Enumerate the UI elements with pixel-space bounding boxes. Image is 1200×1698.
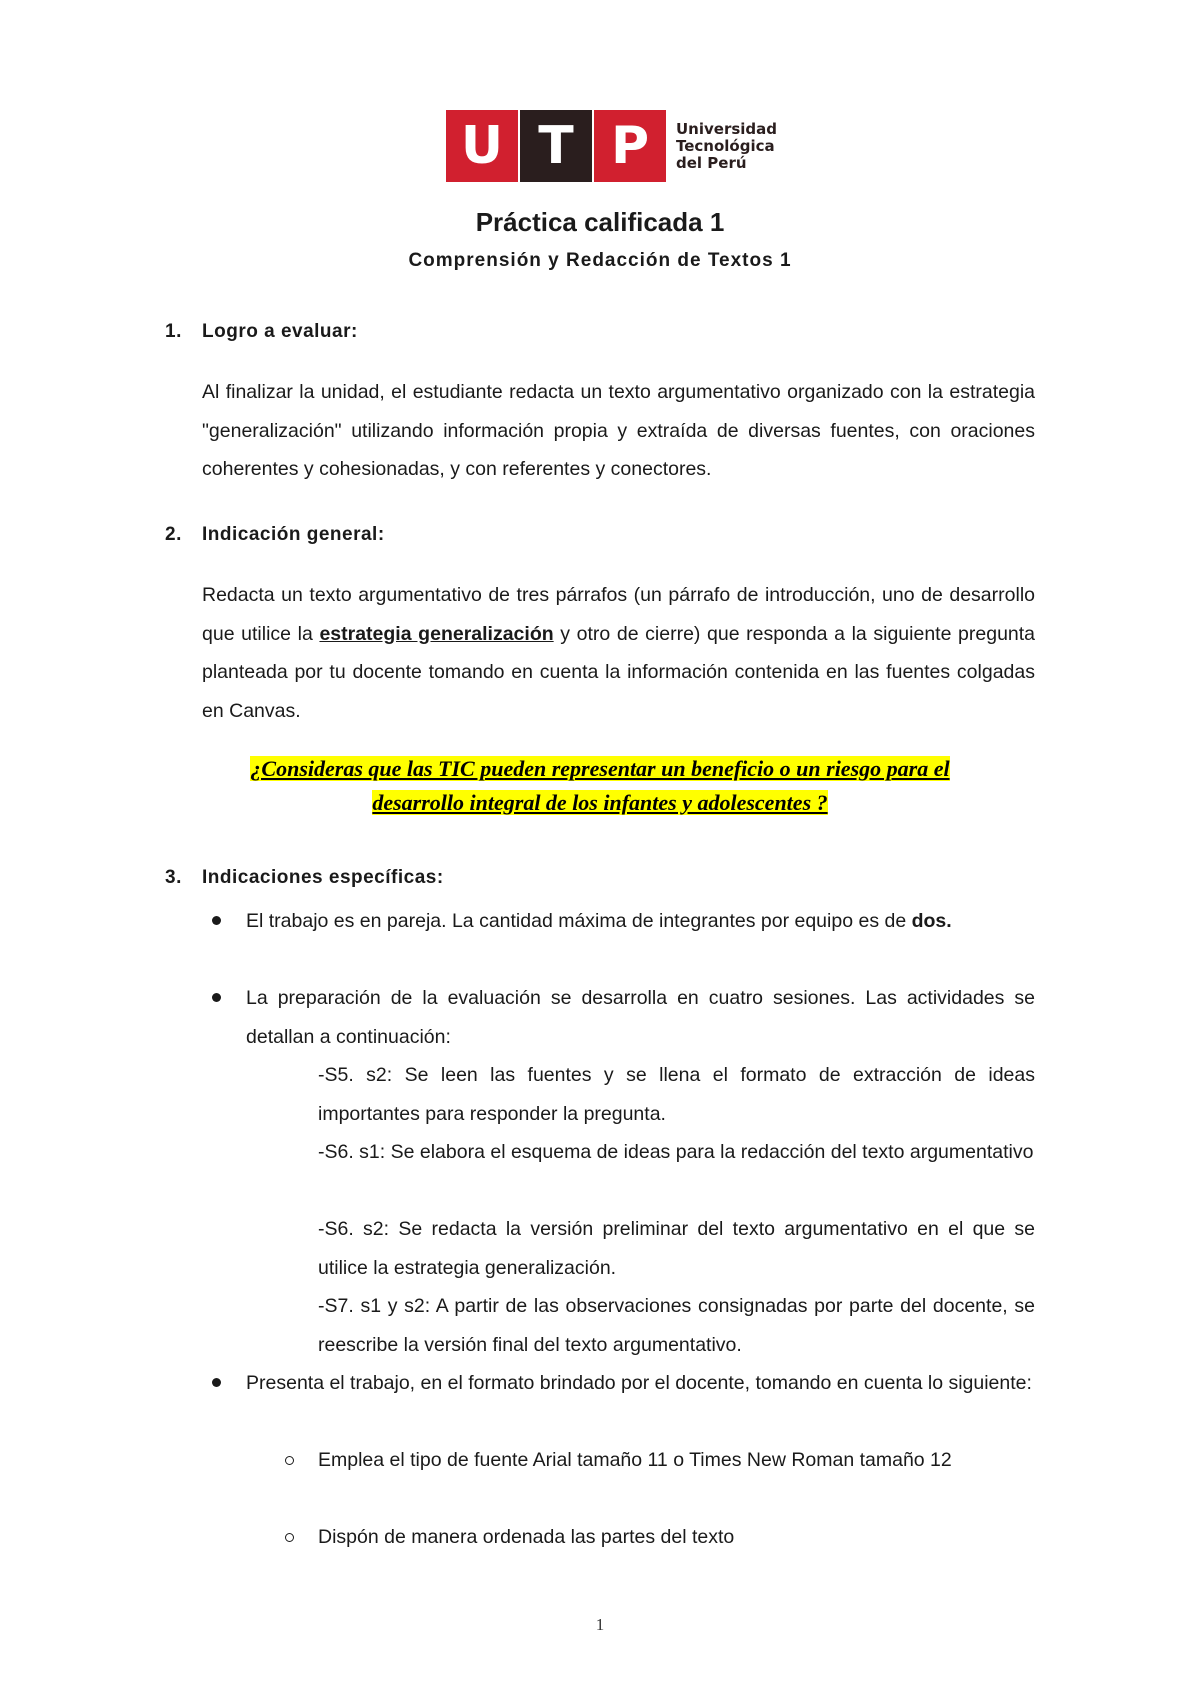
list-item: La preparación de la evaluación se desarrolla en cuatro sesiones. Las actividades se detallan a continuación: bbox=[246, 987, 1035, 1048]
question-line: desarrollo integral de los infantes y adolescentes ? bbox=[372, 790, 828, 815]
format-item: Dispón de manera ordenada las partes del texto bbox=[318, 1526, 735, 1548]
question-line: ¿Consideras que las TIC pueden representar un beneficio o un riesgo para el bbox=[250, 756, 950, 781]
session-item: -S6. s2: Se redacta la versión preliminar del texto argumentativo en el que se utilice la estrategia generalización. bbox=[318, 1218, 1035, 1279]
session-item: -S5. s2: Se leen las fuentes y se llena el formato de extracción de ideas importantes para responder la pregunta. bbox=[318, 1064, 1035, 1125]
logo-letter-p: P bbox=[594, 110, 666, 182]
page-title: Práctica calificada 1 bbox=[475, 207, 725, 237]
strategy-emphasis: estrategia generalización bbox=[319, 622, 554, 645]
list-item: Presenta el trabajo, en el formato brindado por el docente, tomando en cuenta lo siguiente: bbox=[246, 1372, 1032, 1394]
section-2-heading: Indicación general: bbox=[202, 524, 385, 545]
page-number: 1 bbox=[595, 1615, 605, 1634]
list-item bbox=[246, 902, 1035, 941]
logo-name-line: del Perú bbox=[676, 153, 747, 172]
circle-bullet-icon bbox=[285, 1456, 294, 1465]
page-subtitle: Comprensión y Redacción de Textos 1 bbox=[408, 250, 792, 271]
paragraph-text: Redacta un texto argumentativo de tres párrafos (un párrafo de introducción, uno de desarrollo que utilice la bbox=[202, 584, 1035, 645]
bullet-bold-tail: dos. bbox=[911, 910, 952, 932]
paragraph-text: y otro de cierre) que responda a la siguiente pregunta planteada por tu docente tomando en cuenta la información contenida en las fuentes colgadas en Canvas. bbox=[202, 622, 1036, 722]
section-1-paragraph: Al finalizar la unidad, el estudiante redacta un texto argumentativo organizado con la estrategia "generalización" utilizando información propia y extraída de diversas fuentes, con oraciones coherentes y cohesionadas, y con referentes y conectores. bbox=[202, 381, 1035, 480]
section-3-number: 3. bbox=[165, 867, 182, 888]
section-3-heading: Indicaciones específicas: bbox=[202, 867, 444, 888]
guiding-question bbox=[0, 752, 1200, 820]
utp-logo bbox=[446, 110, 777, 182]
section-2-number: 2. bbox=[165, 524, 182, 545]
section-2-paragraph bbox=[202, 576, 1035, 730]
format-item: Emplea el tipo de fuente Arial tamaño 11 o Times New Roman tamaño 12 bbox=[318, 1449, 952, 1471]
bullet-icon bbox=[212, 916, 221, 925]
section-1-number: 1. bbox=[165, 321, 182, 342]
bullet-text: El trabajo es en pareja. La cantidad máxima de integrantes por equipo es de bbox=[246, 910, 907, 932]
section-1-heading: Logro a evaluar: bbox=[202, 321, 358, 342]
logo-name-line: Tecnológica bbox=[676, 136, 775, 155]
logo-letter-t: T bbox=[520, 110, 592, 182]
session-item: -S6. s1: Se elabora el esquema de ideas para la redacción del texto argumentativo bbox=[318, 1141, 1034, 1163]
logo-name-line: Universidad bbox=[676, 119, 778, 138]
circle-bullet-icon bbox=[285, 1533, 294, 1542]
session-item: -S7. s1 y s2: A partir de las observaciones consignadas por parte del docente, se reescribe la versión final del texto argumentativo. bbox=[318, 1295, 1035, 1356]
bullet-icon bbox=[212, 1378, 221, 1387]
logo-letter-u: U bbox=[446, 110, 518, 182]
logo-university-name bbox=[676, 121, 777, 172]
bullet-icon bbox=[212, 993, 221, 1002]
